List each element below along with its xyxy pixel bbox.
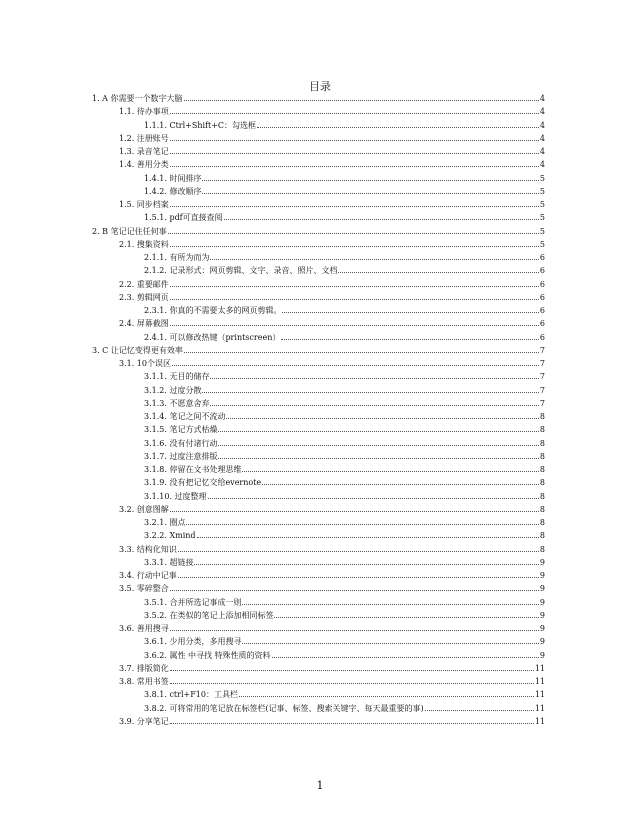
toc-entry-page: 6: [539, 253, 545, 262]
toc-entry[interactable]: [92, 596, 545, 609]
toc-entry[interactable]: [92, 132, 545, 145]
toc-entry-label: 3.1.8. 停留在文书处理思维: [144, 465, 242, 474]
toc-entry[interactable]: [92, 635, 545, 648]
toc-entry-label: 3.6.1. 少用分类，多用搜寻: [144, 637, 242, 647]
toc-entry-page: 8: [539, 425, 545, 435]
toc-leader-dots: [170, 166, 539, 167]
toc-entry-page: 4: [539, 94, 545, 103]
toc-entry-label: 3.1.1. 无目的储存: [144, 372, 210, 382]
toc-entry[interactable]: [92, 715, 545, 728]
toc-leader-dots: [170, 299, 539, 300]
toc-entry-label: 3.1.3. 不愿意舍弃: [144, 398, 210, 408]
toc-leader-dots: [202, 180, 538, 181]
toc-entry-label: 3.8.2. 可将常用的笔记放在标签栏(记事、标签、搜索关键字、每天最重要的事): [144, 703, 424, 713]
toc-entry-label: 2.1. 搜集资料: [119, 239, 169, 249]
toc-entry-page: 8: [539, 465, 545, 474]
toc-entry-label: 2.1.1. 有所为而为: [144, 253, 210, 262]
toc-entry-label: 3.2.1. 圈点: [144, 518, 186, 527]
toc-entry-page: 8: [539, 451, 545, 461]
toc-entry-page: 8: [539, 478, 545, 488]
toc-leader-dots: [170, 590, 539, 591]
toc-leader-dots: [224, 219, 539, 220]
toc-leader-dots: [178, 551, 539, 552]
toc-entry[interactable]: [92, 476, 545, 489]
toc-entry-page: 6: [539, 306, 545, 315]
toc-entry[interactable]: [92, 278, 545, 291]
toc-entry-label: 2.3. 剪辑网页: [119, 292, 169, 302]
toc-leader-dots: [170, 511, 539, 512]
toc-entry[interactable]: [92, 105, 545, 118]
toc-entry[interactable]: [92, 119, 545, 132]
toc-leader-dots: [172, 365, 539, 366]
toc-entry-label: 2.4. 屏幕截图: [119, 319, 169, 329]
toc-entry-page: 8: [539, 544, 545, 554]
toc-entry[interactable]: [92, 490, 545, 503]
toc-entry[interactable]: [92, 397, 545, 410]
toc-entry[interactable]: [92, 543, 545, 556]
toc-entry-label: 1.5. 同步档案: [119, 200, 169, 209]
toc-entry-page: 5: [539, 213, 545, 223]
toc-entry-label: 3.6. 善用搜寻: [119, 624, 169, 633]
toc-entry-page: 6: [539, 319, 545, 329]
toc-entry-label: 1.4.2. 修改顺序: [144, 186, 202, 196]
toc-leader-dots: [178, 577, 539, 578]
toc-entry[interactable]: [92, 437, 545, 450]
toc-leader-dots: [170, 206, 539, 207]
toc-entry-page: 5: [539, 226, 545, 236]
toc-entry[interactable]: [92, 569, 545, 582]
toc-leader-dots: [242, 604, 538, 605]
toc-entry[interactable]: [92, 344, 545, 357]
toc-leader-dots: [170, 286, 539, 287]
toc-entry-label: 1. A 你需要一个数字大脑: [92, 94, 183, 103]
toc-entry[interactable]: [92, 410, 545, 423]
toc-entry-label: 3.1.9. 没有把记忆交给evernote: [144, 478, 262, 488]
toc-entry-page: 9: [539, 571, 545, 580]
toc-entry[interactable]: [92, 662, 545, 675]
toc-leader-dots: [170, 670, 534, 671]
toc-leader-dots: [208, 498, 539, 499]
toc-entry-page: 9: [539, 624, 545, 633]
toc-entry-page: 9: [539, 650, 545, 660]
toc-entry-label: 1.1. 待办事项: [119, 107, 169, 117]
toc-leader-dots: [242, 643, 538, 644]
toc-leader-dots: [170, 246, 539, 247]
toc-entry-label: 1.1.1. Ctrl+Shift+C：勾选框: [144, 120, 257, 130]
toc-leader-dots: [425, 710, 534, 711]
toc-entry-page: 8: [539, 531, 545, 541]
toc-entry-label: 3.6.2. 属性 中寻找 特殊性质的资料: [144, 650, 271, 660]
toc-entry-label: 1.3. 录音笔记: [119, 147, 169, 156]
toc-entry-label: 3.5. 零碎整合: [119, 584, 169, 594]
toc-entry-label: 3.1.7. 过度注意排版: [144, 451, 218, 461]
toc-leader-dots: [168, 233, 539, 234]
toc-leader-dots: [170, 723, 534, 724]
toc-entry-label: 3.7. 排版简化: [119, 663, 169, 673]
toc-entry[interactable]: [92, 463, 545, 476]
toc-entry-label: 3.5.2. 在类似的笔记上添加相同标签: [144, 610, 274, 620]
toc-entry-page: 4: [539, 160, 545, 170]
toc-entry-page: 7: [539, 359, 545, 368]
toc-entry[interactable]: [92, 370, 545, 383]
toc-entry[interactable]: [92, 211, 545, 224]
toc-leader-dots: [210, 405, 538, 406]
toc-entry-page: 9: [539, 637, 545, 647]
toc-entry[interactable]: [92, 649, 545, 662]
toc-leader-dots: [197, 537, 539, 538]
toc-entry-page: 11: [534, 716, 545, 726]
toc-entry-label: 1.2. 注册账号: [119, 133, 169, 143]
toc-entry-label: 2. B 笔记记住任何事: [92, 226, 167, 236]
toc-entry-label: 2.2. 重要邮件: [119, 279, 169, 289]
toc-entry-page: 8: [539, 491, 545, 501]
toc-entry-page: 8: [539, 412, 545, 421]
toc-entry-label: 1.4.1. 时间排序: [144, 173, 202, 183]
toc-entry[interactable]: [92, 556, 545, 569]
toc-leader-dots: [170, 113, 539, 114]
toc-entry[interactable]: [92, 688, 545, 701]
toc-entry-page: 5: [539, 186, 545, 196]
toc-entry[interactable]: [92, 158, 545, 171]
toc-leader-dots: [218, 445, 538, 446]
toc-entry[interactable]: [92, 529, 545, 542]
toc-entry-page: 11: [534, 690, 545, 700]
toc-leader-dots: [226, 418, 538, 419]
toc-leader-dots: [272, 657, 539, 658]
toc-leader-dots: [170, 140, 539, 141]
table-of-contents: [92, 92, 545, 728]
toc-entry[interactable]: [92, 702, 545, 715]
toc-entry-label: 2.1.2. 记录形式：网页剪辑、文字、录音、照片、文档: [144, 266, 338, 276]
toc-entry[interactable]: [92, 92, 545, 105]
toc-entry-page: 4: [539, 120, 545, 130]
toc-entry[interactable]: [92, 291, 545, 304]
toc-leader-dots: [210, 378, 538, 379]
toc-entry-page: 8: [539, 438, 545, 448]
toc-leader-dots: [239, 696, 534, 697]
toc-entry-label: 3.4. 行动中记事: [119, 571, 177, 580]
toc-entry[interactable]: [92, 622, 545, 635]
toc-entry-label: 3.1. 10个误区: [119, 359, 171, 368]
toc-entry-page: 4: [539, 133, 545, 143]
toc-entry-label: 3.1.5. 笔记方式枯燥: [144, 425, 218, 435]
toc-entry[interactable]: [92, 172, 545, 185]
toc-entry-page: 5: [539, 173, 545, 183]
toc-entry-page: 9: [539, 597, 545, 607]
toc-leader-dots: [274, 617, 538, 618]
toc-entry[interactable]: [92, 317, 545, 330]
toc-leader-dots: [184, 100, 539, 101]
toc-leader-dots: [202, 193, 538, 194]
toc-entry-label: 3.1.6. 没有付诸行动: [144, 438, 218, 448]
toc-entry-page: 9: [539, 610, 545, 620]
toc-leader-dots: [218, 458, 538, 459]
toc-entry-label: 3.2.2. Xmind: [144, 531, 196, 541]
toc-entry-page: 9: [539, 584, 545, 594]
toc-entry[interactable]: [92, 304, 545, 317]
toc-entry-page: 6: [539, 279, 545, 289]
toc-entry[interactable]: [92, 331, 545, 344]
toc-entry-page: 11: [534, 703, 545, 713]
toc-entry-label: 3.8.1. ctrl+F10：工具栏: [144, 690, 238, 700]
toc-leader-dots: [282, 312, 538, 313]
toc-entry-label: 1.4. 善用分类: [119, 160, 169, 170]
toc-entry[interactable]: [92, 264, 545, 277]
toc-entry[interactable]: [92, 675, 545, 688]
toc-entry[interactable]: [92, 251, 545, 264]
toc-title: 目录: [309, 80, 331, 93]
toc-entry-label: 3.1.2. 过度分散: [144, 385, 202, 395]
toc-entry[interactable]: [92, 609, 545, 622]
toc-entry-page: 6: [539, 332, 545, 342]
toc-entry-page: 5: [539, 239, 545, 249]
toc-entry-label: 3.3.1. 超链接: [144, 557, 194, 567]
toc-leader-dots: [338, 272, 538, 273]
toc-entry-label: 3.3. 结构化知识: [119, 544, 177, 554]
toc-entry-page: 4: [539, 107, 545, 117]
toc-leader-dots: [257, 127, 539, 128]
toc-leader-dots: [170, 630, 539, 631]
toc-entry-label: 3.1.10. 过度整理: [144, 491, 207, 501]
toc-entry[interactable]: [92, 357, 545, 370]
toc-entry-page: 5: [539, 200, 545, 209]
toc-entry-page: 8: [539, 518, 545, 527]
toc-entry[interactable]: [92, 225, 545, 238]
toc-leader-dots: [170, 325, 539, 326]
toc-entry-page: 6: [539, 266, 545, 276]
toc-entry[interactable]: [92, 503, 545, 516]
toc-entry-label: 3.1.4. 笔记之间不流动: [144, 412, 226, 421]
toc-leader-dots: [170, 153, 539, 154]
toc-leader-dots: [202, 392, 538, 393]
toc-entry[interactable]: [92, 185, 545, 198]
toc-leader-dots: [170, 683, 534, 684]
toc-entry-page: 8: [539, 504, 545, 514]
toc-entry-page: 9: [539, 557, 545, 567]
toc-entry-page: 7: [539, 385, 545, 395]
toc-leader-dots: [210, 259, 538, 260]
toc-leader-dots: [186, 524, 538, 525]
toc-entry-page: 7: [539, 398, 545, 408]
toc-entry-label: 2.3.1. 你真的不需要太多的网页剪辑。: [144, 306, 282, 315]
toc-entry[interactable]: [92, 384, 545, 397]
toc-entry-page: 7: [539, 372, 545, 382]
toc-entry-label: 3.2. 创意图解: [119, 504, 169, 514]
toc-leader-dots: [242, 471, 538, 472]
toc-entry-page: 11: [534, 677, 545, 686]
toc-entry-label: 3. C 让记忆变得更有效率: [92, 345, 183, 355]
toc-leader-dots: [262, 484, 539, 485]
toc-entry[interactable]: [92, 423, 545, 436]
toc-leader-dots: [281, 339, 539, 340]
toc-entry[interactable]: [92, 582, 545, 595]
toc-entry[interactable]: [92, 238, 545, 251]
toc-leader-dots: [218, 431, 538, 432]
toc-entry-label: 2.4.1. 可以修改热键（printscreen）: [144, 332, 281, 342]
toc-entry-label: 3.9. 分享笔记: [119, 716, 169, 726]
toc-leader-dots: [184, 352, 539, 353]
toc-entry[interactable]: [92, 145, 545, 158]
toc-entry-page: 7: [539, 345, 545, 355]
page-number: 1: [316, 779, 324, 792]
toc-entry[interactable]: [92, 516, 545, 529]
toc-entry-label: 3.8. 常用书签: [119, 677, 169, 686]
toc-entry-label: 3.5.1. 合并所选记事成一则: [144, 597, 242, 607]
toc-entry-page: 6: [539, 292, 545, 302]
toc-leader-dots: [194, 564, 538, 565]
toc-entry[interactable]: [92, 450, 545, 463]
toc-entry-page: 11: [534, 663, 545, 673]
toc-entry-page: 4: [539, 147, 545, 156]
toc-entry-label: 1.5.1. pdf可直接查阅: [144, 213, 223, 223]
toc-entry[interactable]: [92, 198, 545, 211]
